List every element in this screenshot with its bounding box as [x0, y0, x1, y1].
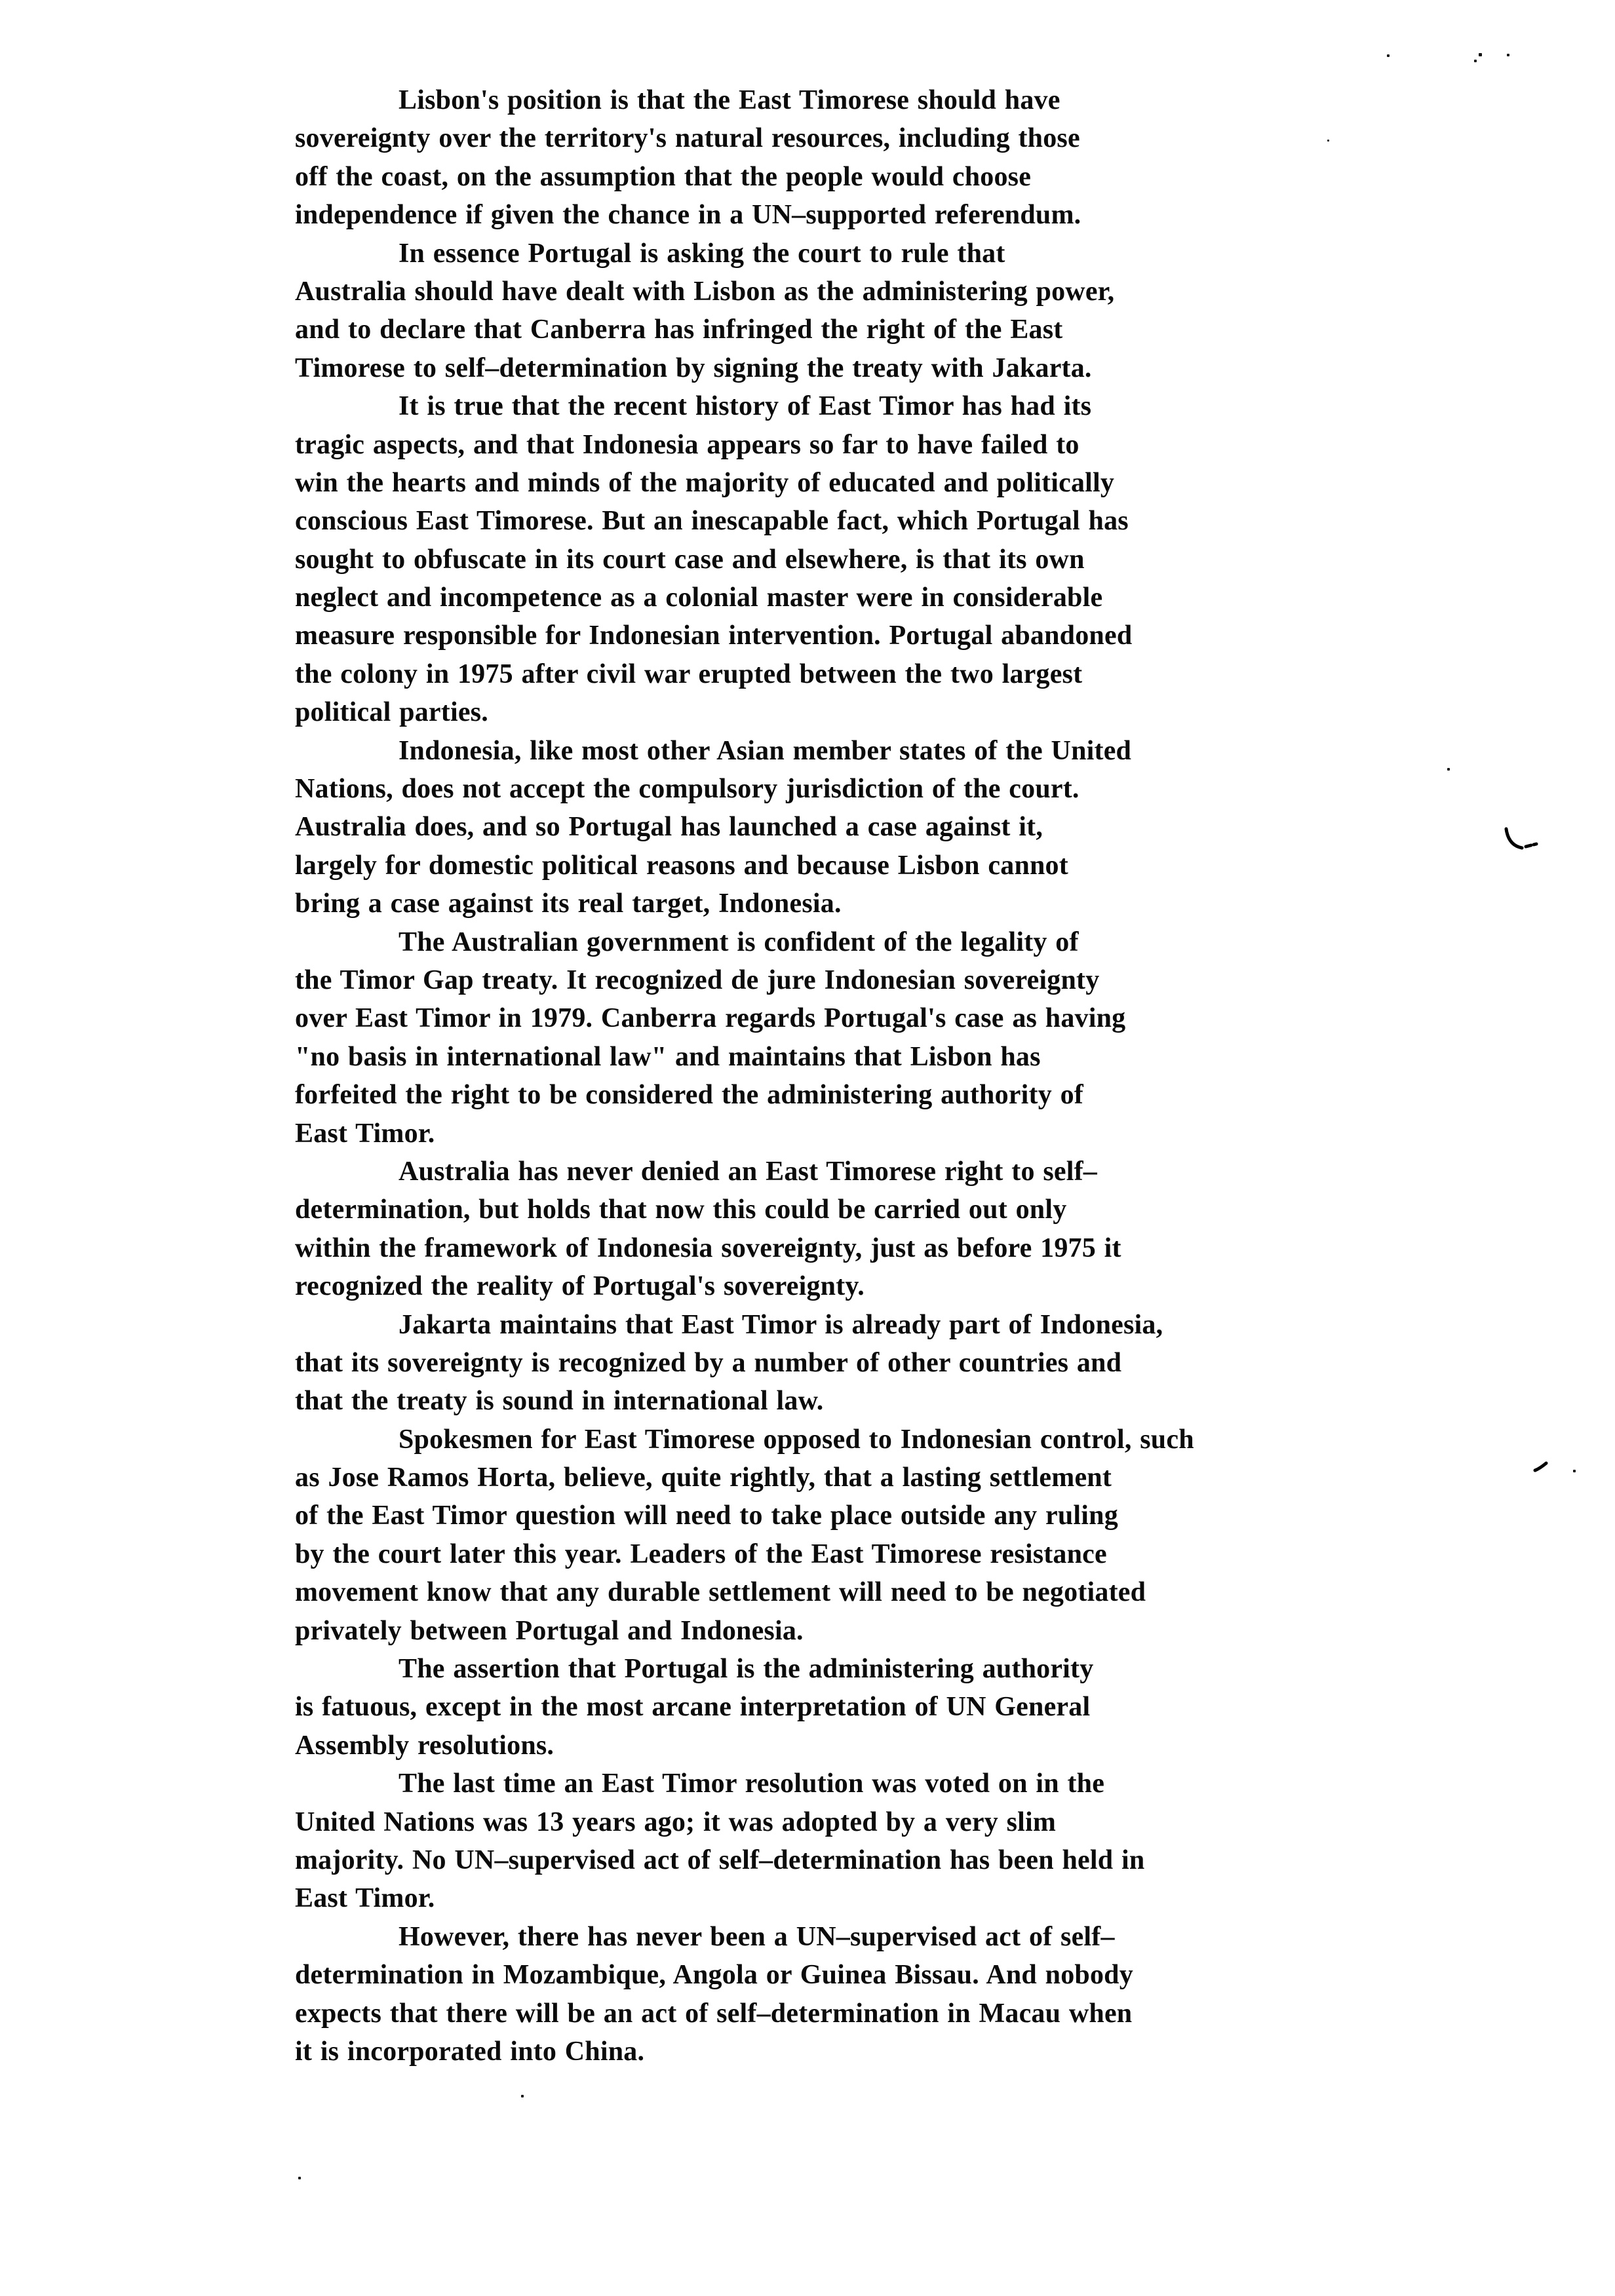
text-line: United Nations was 13 years ago; it was adopted by a very slim [295, 1807, 1057, 1837]
text-line: bring a case against its real target, Indonesia. [295, 889, 842, 919]
text-line: is fatuous, except in the most arcane interpretation of UN General [295, 1692, 1091, 1723]
text-line: tragic aspects, and that Indonesia appears so far to have failed to [295, 429, 1080, 460]
text-line: expects that there will be an act of self–determination in Macau when [295, 1998, 1133, 2029]
text-line: political parties. [295, 697, 488, 728]
text-line: Jakarta maintains that East Timor is already part of Indonesia, [399, 1309, 1163, 1340]
text-line: of the East Timor question will need to take place outside any ruling [295, 1501, 1118, 1531]
text-line: Australia does, and so Portugal has launched a case against it, [295, 812, 1043, 843]
text-line: sovereignty over the territory's natural resources, including those [295, 123, 1080, 154]
text-line: The last time an East Timor resolution was voted on in the [399, 1769, 1105, 1799]
text-line: East Timor. [295, 1883, 435, 1914]
text-line: independence if given the chance in a UN–supported referendum. [295, 200, 1081, 231]
text-line: largely for domestic political reasons and because Lisbon cannot [295, 850, 1068, 881]
text-line: recognized the reality of Portugal's sovereignty. [295, 1271, 865, 1302]
text-line: privately between Portugal and Indonesia. [295, 1615, 804, 1646]
text-line: sought to obfuscate in its court case and elsewhere, is that its own [295, 544, 1085, 575]
text-line: Australia has never denied an East Timorese right to self– [399, 1156, 1098, 1187]
text-line: "no basis in international law" and maintains that Lisbon has [295, 1041, 1041, 1072]
text-line: that the treaty is sound in international law. [295, 1386, 824, 1417]
text-line: over East Timor in 1979. Canberra regards Portugal's case as having [295, 1003, 1126, 1034]
scan-speck [1387, 54, 1390, 57]
text-line: conscious East Timorese. But an inescapable fact, which Portugal has [295, 506, 1129, 537]
text-line: Australia should have dealt with Lisbon as the administering power, [295, 276, 1115, 307]
pen-mark-curve-tail [1526, 845, 1531, 847]
scan-speck [1479, 53, 1482, 56]
article-body [295, 81, 1344, 2071]
text-line: However, there has never been a UN–supervised act of self– [399, 1921, 1115, 1952]
text-line: as Jose Ramos Horta, believe, quite rightly, that a lasting settlement [295, 1463, 1112, 1493]
text-line: that its sovereignty is recognized by a number of other countries and [295, 1347, 1122, 1378]
text-line: Assembly resolutions. [295, 1730, 555, 1761]
text-line: off the coast, on the assumption that the people would choose [295, 161, 1032, 192]
text-line: neglect and incompetence as a colonial master were in considerable [295, 583, 1103, 613]
text-line: determination in Mozambique, Angola or Guinea Bissau. And nobody [295, 1960, 1133, 1991]
text-line: forfeited the right to be considered the administering authority of [295, 1080, 1083, 1111]
text-line: the Timor Gap treaty. It recognized de jure Indonesian sovereignty [295, 965, 1100, 995]
text-line: majority. No UN–supervised act of self–determination has been held in [295, 1845, 1145, 1875]
text-line: Lisbon's position is that the East Timorese should have [399, 85, 1060, 115]
text-line: the colony in 1975 after civil war erupted between the two largest [295, 659, 1083, 689]
text-line: Spokesmen for East Timorese opposed to Indonesian control, such [399, 1424, 1194, 1455]
pen-mark-dash [1535, 1463, 1546, 1470]
pen-mark-curve-tick [1534, 844, 1536, 845]
scan-speck [1447, 768, 1450, 771]
scan-speck [1573, 1470, 1576, 1472]
scan-speck [1327, 140, 1329, 142]
text-line: Nations, does not accept the compulsory jurisdiction of the court. [295, 774, 1080, 805]
scan-speck [1507, 54, 1509, 56]
text-line: East Timor. [295, 1118, 435, 1149]
text-line: and to declare that Canberra has infringed the right of the East [295, 315, 1063, 345]
text-line: Indonesia, like most other Asian member states of the United [399, 735, 1132, 766]
text-line: Timorese to self–determination by signing the treaty with Jakarta. [295, 353, 1092, 383]
text-line: The assertion that Portugal is the administering authority [399, 1654, 1094, 1685]
scan-speck [521, 2095, 524, 2097]
text-line: It is true that the recent history of East Timor has had its [399, 391, 1092, 422]
scan-speck [298, 2177, 301, 2179]
text-line: within the framework of Indonesia sovereignty, just as before 1975 it [295, 1233, 1121, 1263]
text-line: measure responsible for Indonesian intervention. Portugal abandoned [295, 621, 1133, 651]
text-line: by the court later this year. Leaders of the East Timorese resistance [295, 1539, 1107, 1569]
scan-speck [1474, 60, 1477, 62]
text-line: movement know that any durable settlement will need to be negotiated [295, 1577, 1146, 1608]
text-line: win the hearts and minds of the majority of educated and politically [295, 467, 1115, 498]
text-line: determination, but holds that now this could be carried out only [295, 1195, 1067, 1225]
text-line: it is incorporated into China. [295, 2036, 645, 2067]
text-line: The Australian government is confident of the legality of [399, 927, 1079, 957]
text-line: In essence Portugal is asking the court to rule that [399, 238, 1005, 269]
pen-mark-curve [1506, 829, 1522, 848]
